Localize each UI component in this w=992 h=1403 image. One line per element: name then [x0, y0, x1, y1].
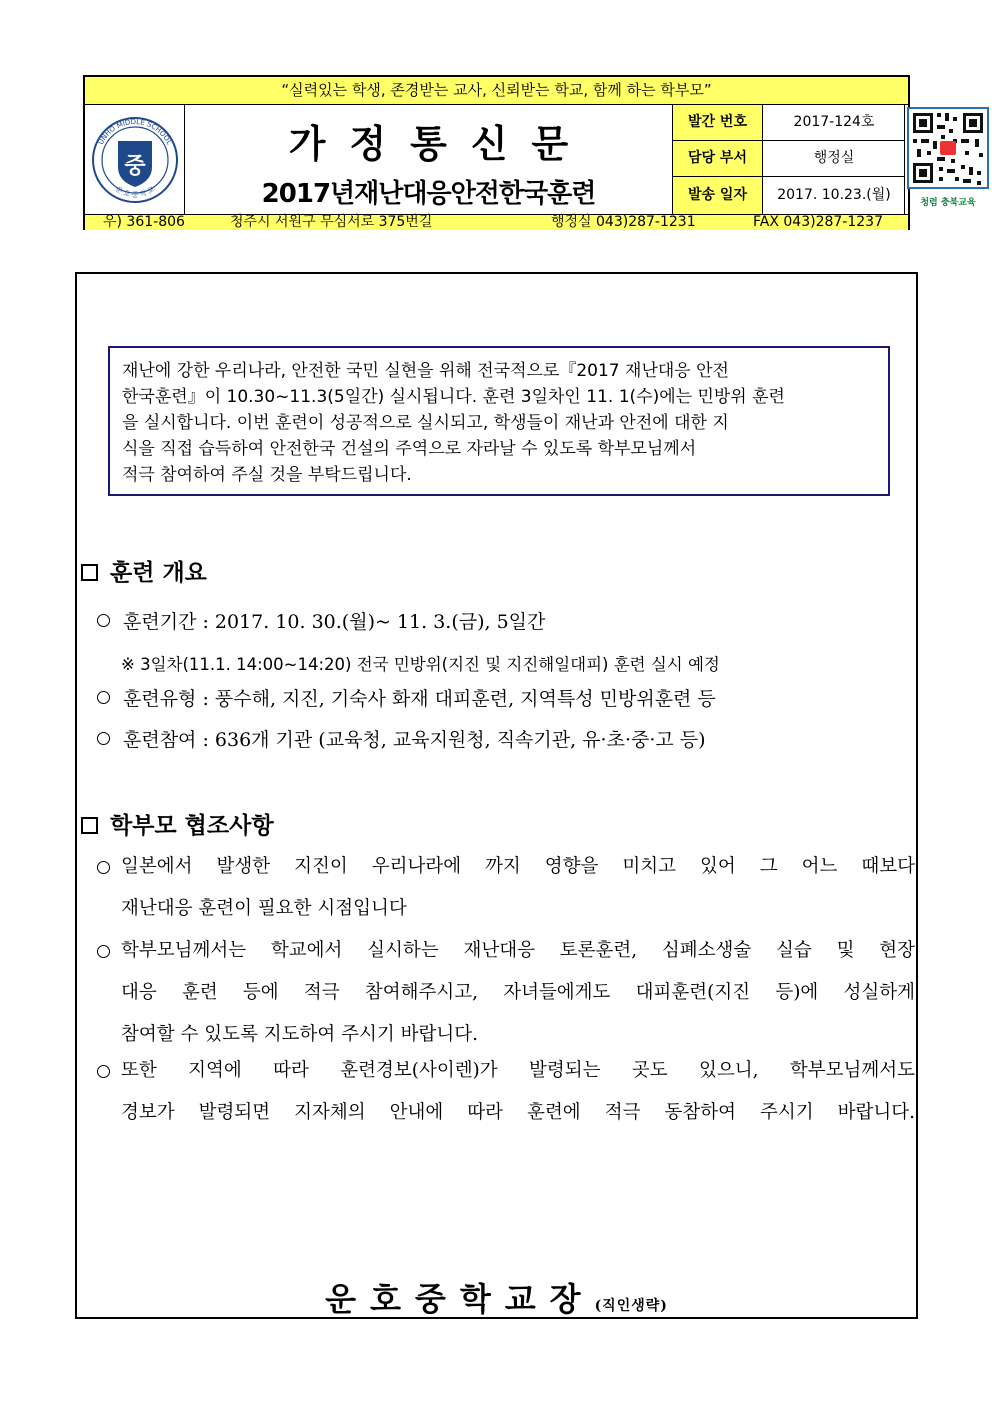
newsletter-header — [83, 75, 976, 230]
page-title: 가정통신문 — [288, 121, 593, 166]
bullet-circle-icon — [97, 691, 110, 704]
qr-caption: 청렴 충북교육 — [920, 198, 976, 208]
cooperation-line: 일본에서 발생한 지진이 우리나라에 까지 영향을 미치고 있어 그 어느 때보다 — [121, 856, 915, 877]
training-period: 훈련기간 : 2017. 10. 30.(월)~ 11. 3.(금), 5일간 — [123, 611, 546, 633]
logo-glyph: 중 — [124, 154, 146, 179]
cooperation-line: 또한 지역에 따라 훈련경보(사이렌)가 발령되는 곳도 있으니, 학부모님께서도 — [121, 1060, 915, 1081]
intro-box — [108, 346, 890, 496]
intro-line: 식을 직접 습득하여 안전한국 건설의 주역으로 자라날 수 있도록 학부모님께서 — [122, 439, 697, 459]
info-value: 2017. 10.23.(월) — [777, 187, 891, 203]
svg-text:운 호 중 학 교 — [114, 185, 156, 199]
checkbox-square-icon — [81, 817, 98, 834]
bullet-circle-icon — [97, 614, 110, 627]
bullet-circle-icon — [97, 945, 110, 958]
intro-line: 적극 참여하여 주실 것을 부탁드립니다. — [122, 465, 412, 485]
principal-signature: 운호중학교장 — [325, 1280, 595, 1318]
cooperation-item — [121, 1050, 915, 1134]
section-heading-text: 학부모 협조사항 — [110, 813, 274, 839]
school-logo — [85, 105, 185, 215]
section-heading-overview — [81, 554, 207, 587]
qr-code-icon — [905, 105, 991, 193]
slogan: “실력있는 학생, 존경받는 교사, 신뢰받는 학교, 함께 하는 학부모” — [85, 77, 908, 105]
logo-text: UNHO MIDDLE SCHOOL — [96, 117, 174, 147]
info-value: 2017-124호 — [793, 114, 875, 130]
address-bar — [85, 214, 908, 230]
training-participants: 훈련참여 : 636개 기관 (교육청, 교육지원청, 직속기관, 유·초·중·고 등) — [123, 729, 706, 751]
cooperation-line: 참여할 수 있도록 지도하여 주시기 바랍니다. — [121, 1024, 478, 1045]
page-subtitle: 2017년재난대응안전한국훈련 — [261, 179, 596, 209]
bullet-circle-icon — [97, 861, 110, 874]
info-row — [673, 141, 905, 177]
school-emblem-icon — [85, 105, 185, 215]
signature — [77, 1274, 916, 1320]
intro-line: 한국훈련』이 10.30~11.3(5일간) 실시됩니다. 훈련 3일차인 11. 1(수)에는 민방위 훈련 — [122, 387, 785, 407]
cooperation-line: 경보가 발령되면 지자체의 안내에 따라 훈련에 적극 동참하여 주시기 바랍니다. — [121, 1102, 915, 1123]
info-value: 행정실 — [813, 150, 855, 166]
postal-code: 우) 361-806 — [103, 214, 185, 230]
publication-info — [673, 105, 905, 215]
office-phone: 행정실 043)287-1231 — [551, 214, 696, 230]
fax-number: FAX 043)287-1237 — [753, 214, 883, 230]
info-label: 담당 부서 — [673, 141, 763, 176]
intro-line: 을 실시합니다. 이번 훈련이 성공적으로 실시되고, 학생들이 재난과 안전에 대한 지 — [122, 413, 729, 433]
cooperation-item — [121, 930, 915, 1056]
street-address: 청주시 서원구 무심서로 375번길 — [230, 214, 433, 230]
cooperation-line: 학부모님께서는 학교에서 실시하는 재난대응 토론훈련, 심폐소생술 실습 및 현장 — [121, 940, 915, 961]
letter-body — [75, 272, 918, 1319]
info-row — [673, 105, 905, 141]
bullet-circle-icon — [97, 1065, 110, 1078]
seal-omitted-note: (직인생략) — [594, 1298, 668, 1314]
intro-line: 재난에 강한 우리나라, 안전한 국민 실현을 위해 전국적으로『2017 재난대응 안전 — [122, 361, 729, 381]
qr-code[interactable] — [905, 105, 991, 215]
info-row — [673, 177, 905, 215]
bullet-circle-icon — [97, 732, 110, 745]
training-types: 훈련유형 : 풍수해, 지진, 기숙사 화재 대피훈련, 지역특성 민방위훈련 등 — [123, 688, 716, 710]
info-label: 발간 번호 — [673, 105, 763, 140]
section-heading-cooperation — [81, 807, 274, 840]
info-label: 발송 일자 — [673, 177, 763, 215]
training-note: ※ 3일차(11.1. 14:00~14:20) 전국 민방위(지진 및 지진해일대피) 훈련 실시 예정 — [121, 655, 720, 674]
cooperation-item — [121, 846, 915, 930]
section-heading-text: 훈련 개요 — [110, 560, 207, 586]
title-block — [185, 105, 673, 215]
logo-school-name: 운 호 중 학 교 — [113, 185, 157, 199]
cooperation-line: 재난대응 훈련이 필요한 시점입니다 — [121, 898, 407, 919]
checkbox-square-icon — [81, 564, 98, 581]
cooperation-line: 대응 훈련 등에 적극 참여해주시고, 자녀들에게도 대피훈련(지진 등)에 성실하게 — [121, 982, 915, 1003]
